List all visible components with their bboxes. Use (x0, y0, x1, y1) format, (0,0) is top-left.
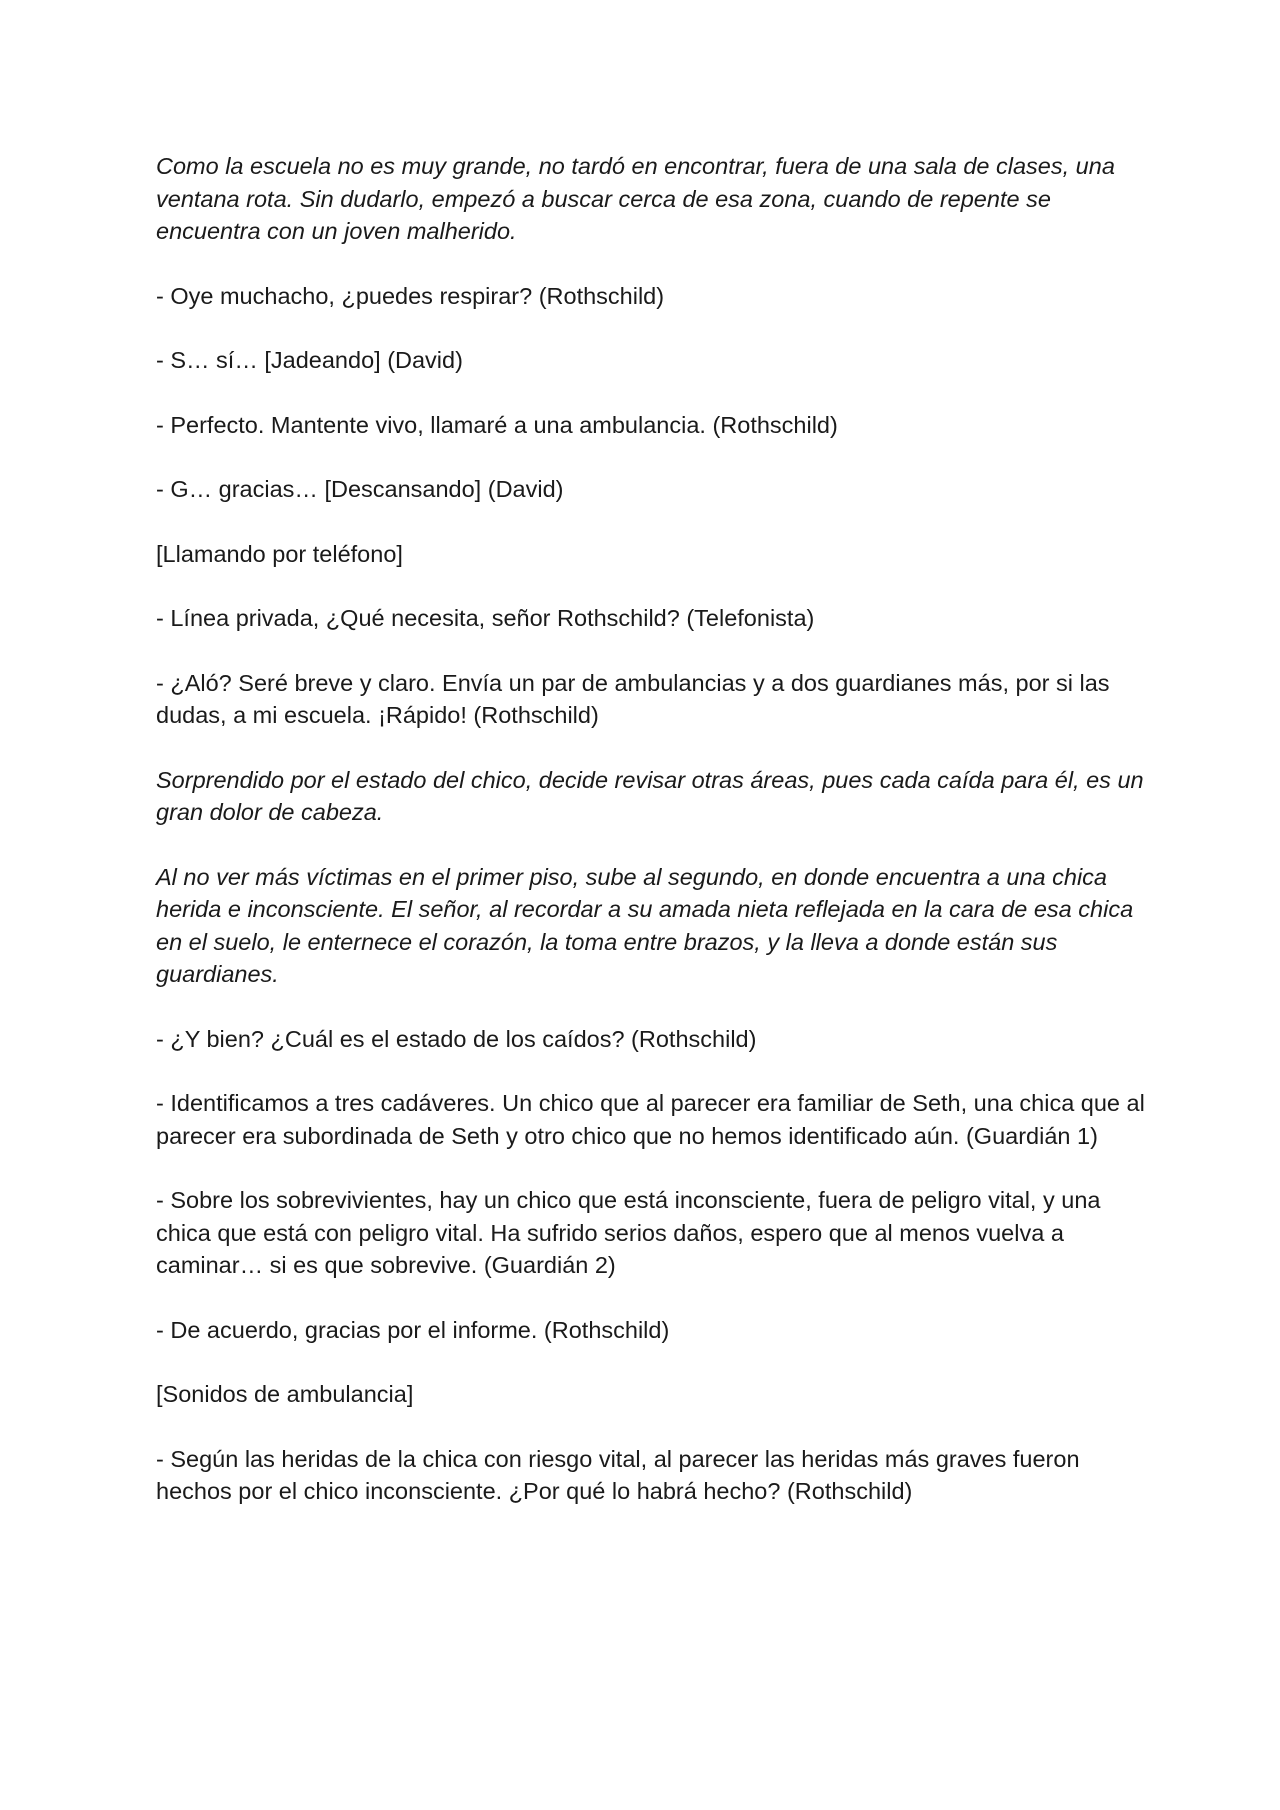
paragraph-8: - ¿Aló? Seré breve y claro. Envía un par de ambulancias y a dos guardianes más, por si las dudas, a mi escuela. ¡Rápido! (Rothschild) (156, 669, 1110, 728)
paragraph-13: - Sobre los sobrevivientes, hay un chico que está inconsciente, fuera de peligro vital, y una chica que está con peligro vital. Ha sufrido serios daños, espero que al menos vuelva a caminar… si es que sobrevive. (Guardián 2) (156, 1187, 1101, 1278)
paragraph-16: - Según las heridas de la chica con riesgo vital, al parecer las heridas más graves fueron hechos por el chico inconsciente. ¿Por qué lo habrá hecho? (Rothschild) (156, 1445, 1080, 1504)
paragraph-10: Al no ver más víctimas en el primer piso, sube al segundo, en donde encuentra a una chica herida e inconsciente. El señor, al recordar a su amada nieta reflejada en la cara de esa chica en el suelo, le enternece el corazón, la toma entre brazos, y la lleva a donde están sus guardianes. (156, 863, 1134, 987)
paragraph-15: [Sonidos de ambulancia] (156, 1381, 414, 1407)
paragraph-9: Sorprendido por el estado del chico, decide revisar otras áreas, pues cada caída para él, es un gran dolor de cabeza. (156, 766, 1144, 825)
document-page (156, 150, 1146, 1540)
paragraph-12: - Identificamos a tres cadáveres. Un chico que al parecer era familiar de Seth, una chica que al parecer era subordinada de Seth y otro chico que no hemos identificado aún. (Guardián 1) (156, 1090, 1145, 1149)
paragraph-1: Como la escuela no es muy grande, no tardó en encontrar, fuera de una sala de clases, una ventana rota. Sin dudarlo, empezó a buscar cerca de esa zona, cuando de repente se encuentra con un joven malherido. (156, 153, 1115, 244)
paragraph-4: - Perfecto. Mantente vivo, llamaré a una ambulancia. (Rothschild) (156, 411, 838, 438)
paragraph-14: - De acuerdo, gracias por el informe. (Rothschild) (156, 1316, 670, 1343)
paragraph-11: - ¿Y bien? ¿Cuál es el estado de los caídos? (Rothschild) (156, 1025, 757, 1052)
paragraph-3: - S… sí… [Jadeando] (David) (156, 347, 463, 373)
paragraph-7: - Línea privada, ¿Qué necesita, señor Rothschild? (Telefonista) (156, 605, 815, 631)
paragraph-5: - G… gracias… [Descansando] (David) (156, 476, 564, 502)
paragraph-2: - Oye muchacho, ¿puedes respirar? (Rothschild) (156, 282, 665, 309)
paragraph-6: [Llamando por teléfono] (156, 540, 403, 567)
